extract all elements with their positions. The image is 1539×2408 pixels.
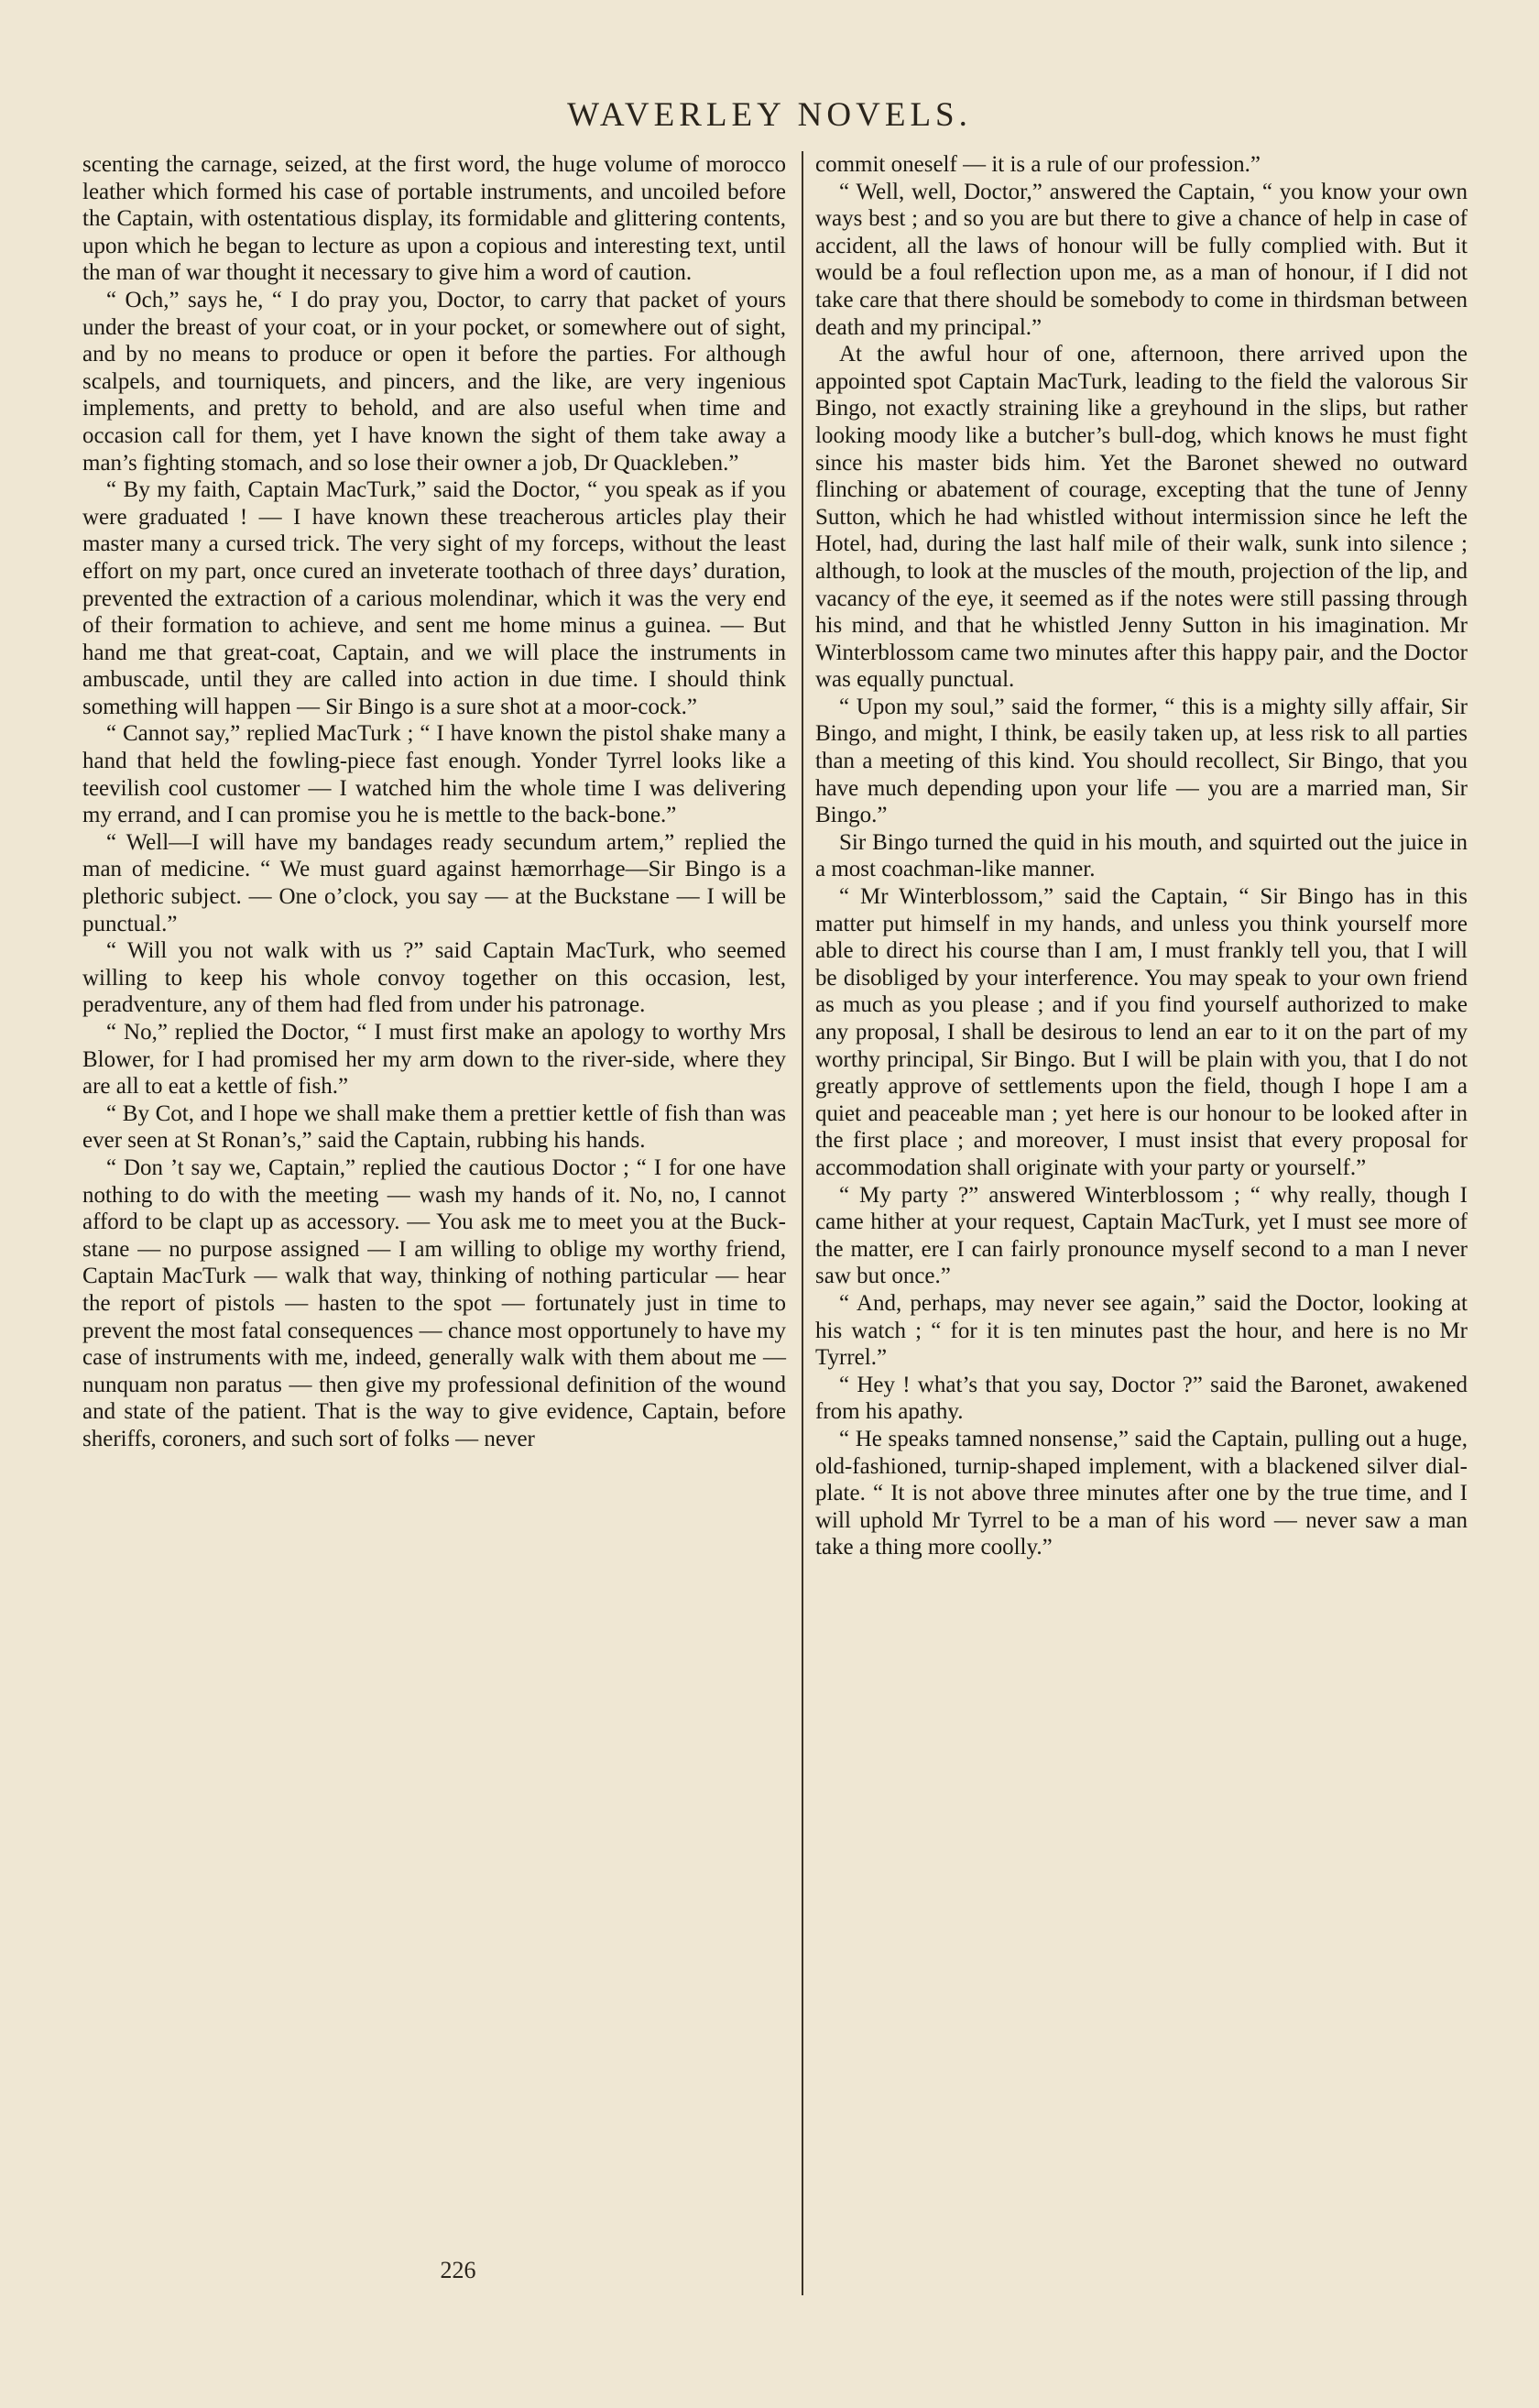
paragraph: “ Hey ! what’s that you say, Doctor ?” said the Baronet, awakened from his apathy. — [815, 1372, 1468, 1425]
page-number: 226 — [440, 2257, 476, 2283]
paragraph: At the awful hour of one, afternoon, there arrived upon the appointed spot Captain MacTurk, leading to the field the valorous Sir Bingo, not exactly straining like a greyhound in the slips, but rather looking moody like a butcher’s bull-dog, which knows he must fight since his master bids him. Yet the Baronet shewed no outward flinching or abatement of courage, excepting that the tune of Jenny Sutton, which he had whistled without intermission since he left the Hotel, had, during the last half mile of their walk, sunk into silence ; although, to look at the muscles of the mouth, projection of the lip, and vacancy of the eye, it seemed as if the notes were still passing through his mind, and that he whistled Jenny Sutton in his imagination. Mr Winterblossom came two minutes after this happy pair, and the Doctor was equally punctual. — [815, 342, 1468, 693]
paragraph: “ And, perhaps, may never see again,” said the Doctor, looking at his watch ; “ for it is ten minutes past the hour, and here is no Mr Tyrrel.” — [815, 1290, 1468, 1371]
paragraph: “ My party ?” answered Winterblossom ; “ why really, though I came hither at your request, Captain MacTurk, yet I must see more of the matter, ere I can fairly pronounce myself second to a man I never saw but once.” — [815, 1182, 1468, 1289]
paragraph: “ Och,” says he, “ I do pray you, Doctor, to carry that packet of yours under the breast of your coat, or in your pocket, or somewhere out of sight, and by no means to produce or open it before the parties. For although scalpels, and tourniquets, and pincers, and the like, are very ingenious implements, and pretty to behold, and are also useful when time and occasion call for them, yet I have known the sight of them take away a man’s fighting stomach, and so lose their owner a job, Dr Quackleben.” — [82, 287, 786, 476]
paragraph: “ Well—I will have my bandages ready secundum artem,” replied the man of medicine. “ We must guard against hæmorrhage—Sir Bingo is a plethoric subject. — One o’clock, you say — at the Buckstane — I will be punctual.” — [82, 829, 786, 936]
paragraph: “ Cannot say,” replied MacTurk ; “ I have known the pistol shake many a hand that held the fowling-piece fast enough. Yonder Tyrrel looks like a teevilish cool customer — I watched him the whole time I was delivering my errand, and I can promise you he is mettle to the back-bone.” — [82, 721, 786, 828]
paragraph: scenting the carnage, seized, at the first word, the huge volume of morocco leather which formed his case of portable instruments, and uncoiled before the Captain, with ostentatious display, its formidable and glittering contents, upon which he began to lecture as upon a copious and interesting text, until the man of war thought it necessary to give him a word of caution. — [82, 152, 786, 286]
column-divider — [802, 151, 803, 2295]
paragraph: “ Mr Winterblossom,” said the Captain, “ Sir Bingo has in this matter put himself in my hands, and unless you think yourself more able to direct his course than I am, I must frankly tell you, that I will be disobliged by your interference. You may speak to your own friend as much as you please ; and if you find yourself authorized to make any proposal, I shall be desirous to lend an ear to it on the part of my worthy principal, Sir Bingo. But I will be plain with you, that I do not greatly approve of settlements upon the field, though I hope I am a quiet and peaceable man ; yet here is our honour to be looked after in the first place ; and moreover, I must insist that every proposal for accommodation shall originate with your party or yourself.” — [815, 884, 1468, 1180]
right-column — [815, 151, 1468, 1561]
paragraph: Sir Bingo turned the quid in his mouth, and squirted out the juice in a most coachman-like manner. — [815, 829, 1468, 882]
paragraph: “ Well, well, Doctor,” answered the Captain, “ you know your own ways best ; and so you are but there to give a chance of help in case of accident, all the laws of honour will be fully complied with. But it would be a foul reflection upon me, as a man of honour, if I did not take care that there should be somebody to come in thirdsman between death and my principal.” — [815, 179, 1468, 340]
left-column — [82, 151, 786, 1453]
paragraph: “ No,” replied the Doctor, “ I must first make an apology to worthy Mrs Blower, for I had promised her my arm down to the river-side, where they are all to eat a kettle of fish.” — [82, 1020, 786, 1100]
paragraph: “ Don ’t say we, Captain,” replied the cautious Doctor ; “ I for one have nothing to do with the meeting — wash my hands of it. No, no, I cannot afford to be clapt up as accessory. — You ask me to meet you at the Buck-stane — no purpose assigned — I am willing to oblige my worthy friend, Captain MacTurk — walk that way, thinking of nothing particular — hear the report of pistols — hasten to the spot — fortunately just in time to prevent the most fatal consequences — chance most opportunely to have my case of instruments with me, indeed, generally walk with them about me — nunquam non paratus — then give my professional definition of the wound and state of the patient. That is the way to give evidence, Captain, before sheriffs, coroners, and such sort of folks — never — [82, 1155, 786, 1451]
paragraph: “ Upon my soul,” said the former, “ this is a mighty silly affair, Sir Bingo, and might, I think, be easily taken up, at less risk to all parties than a meeting of this kind. You should recollect, Sir Bingo, that you have much depending upon your life — you are a married man, Sir Bingo.” — [815, 694, 1468, 828]
paragraph: “ By Cot, and I hope we shall make them a prettier kettle of fish than was ever seen at St Ronan’s,” said the Captain, rubbing his hands. — [82, 1100, 786, 1154]
paragraph: “ He speaks tamned nonsense,” said the Captain, pulling out a huge, old-fashioned, turnip-shaped implement, with a blackened silver dial-plate. “ It is not above three minutes after one by the true time, and I will uphold Mr Tyrrel to be a man of his word — never saw a man take a thing more coolly.” — [815, 1426, 1468, 1560]
paragraph: commit oneself — it is a rule of our profession.” — [815, 152, 1261, 177]
paragraph: “ Will you not walk with us ?” said Captain MacTurk, who seemed willing to keep his whole convoy together on this occasion, lest, peradventure, any of them had fled from under his patronage. — [82, 938, 786, 1018]
running-header: WAVERLEY NOVELS. — [567, 96, 972, 134]
paragraph: “ By my faith, Captain MacTurk,” said the Doctor, “ you speak as if you were graduated ! — I have known these treacherous articles play their master many a cursed trick. The very sight of my forceps, without the least effort on my part, once cured an inveterate toothach of three days’ duration, prevented the extraction of a carious molendinar, which it was the very end of their formation to achieve, and sent me home minus a guinea. — But hand me that great-coat, Captain, and we will place the instruments in ambuscade, until they are called into action in due time. I should think something will happen — Sir Bingo is a sure shot at a moor-cock.” — [82, 477, 786, 719]
